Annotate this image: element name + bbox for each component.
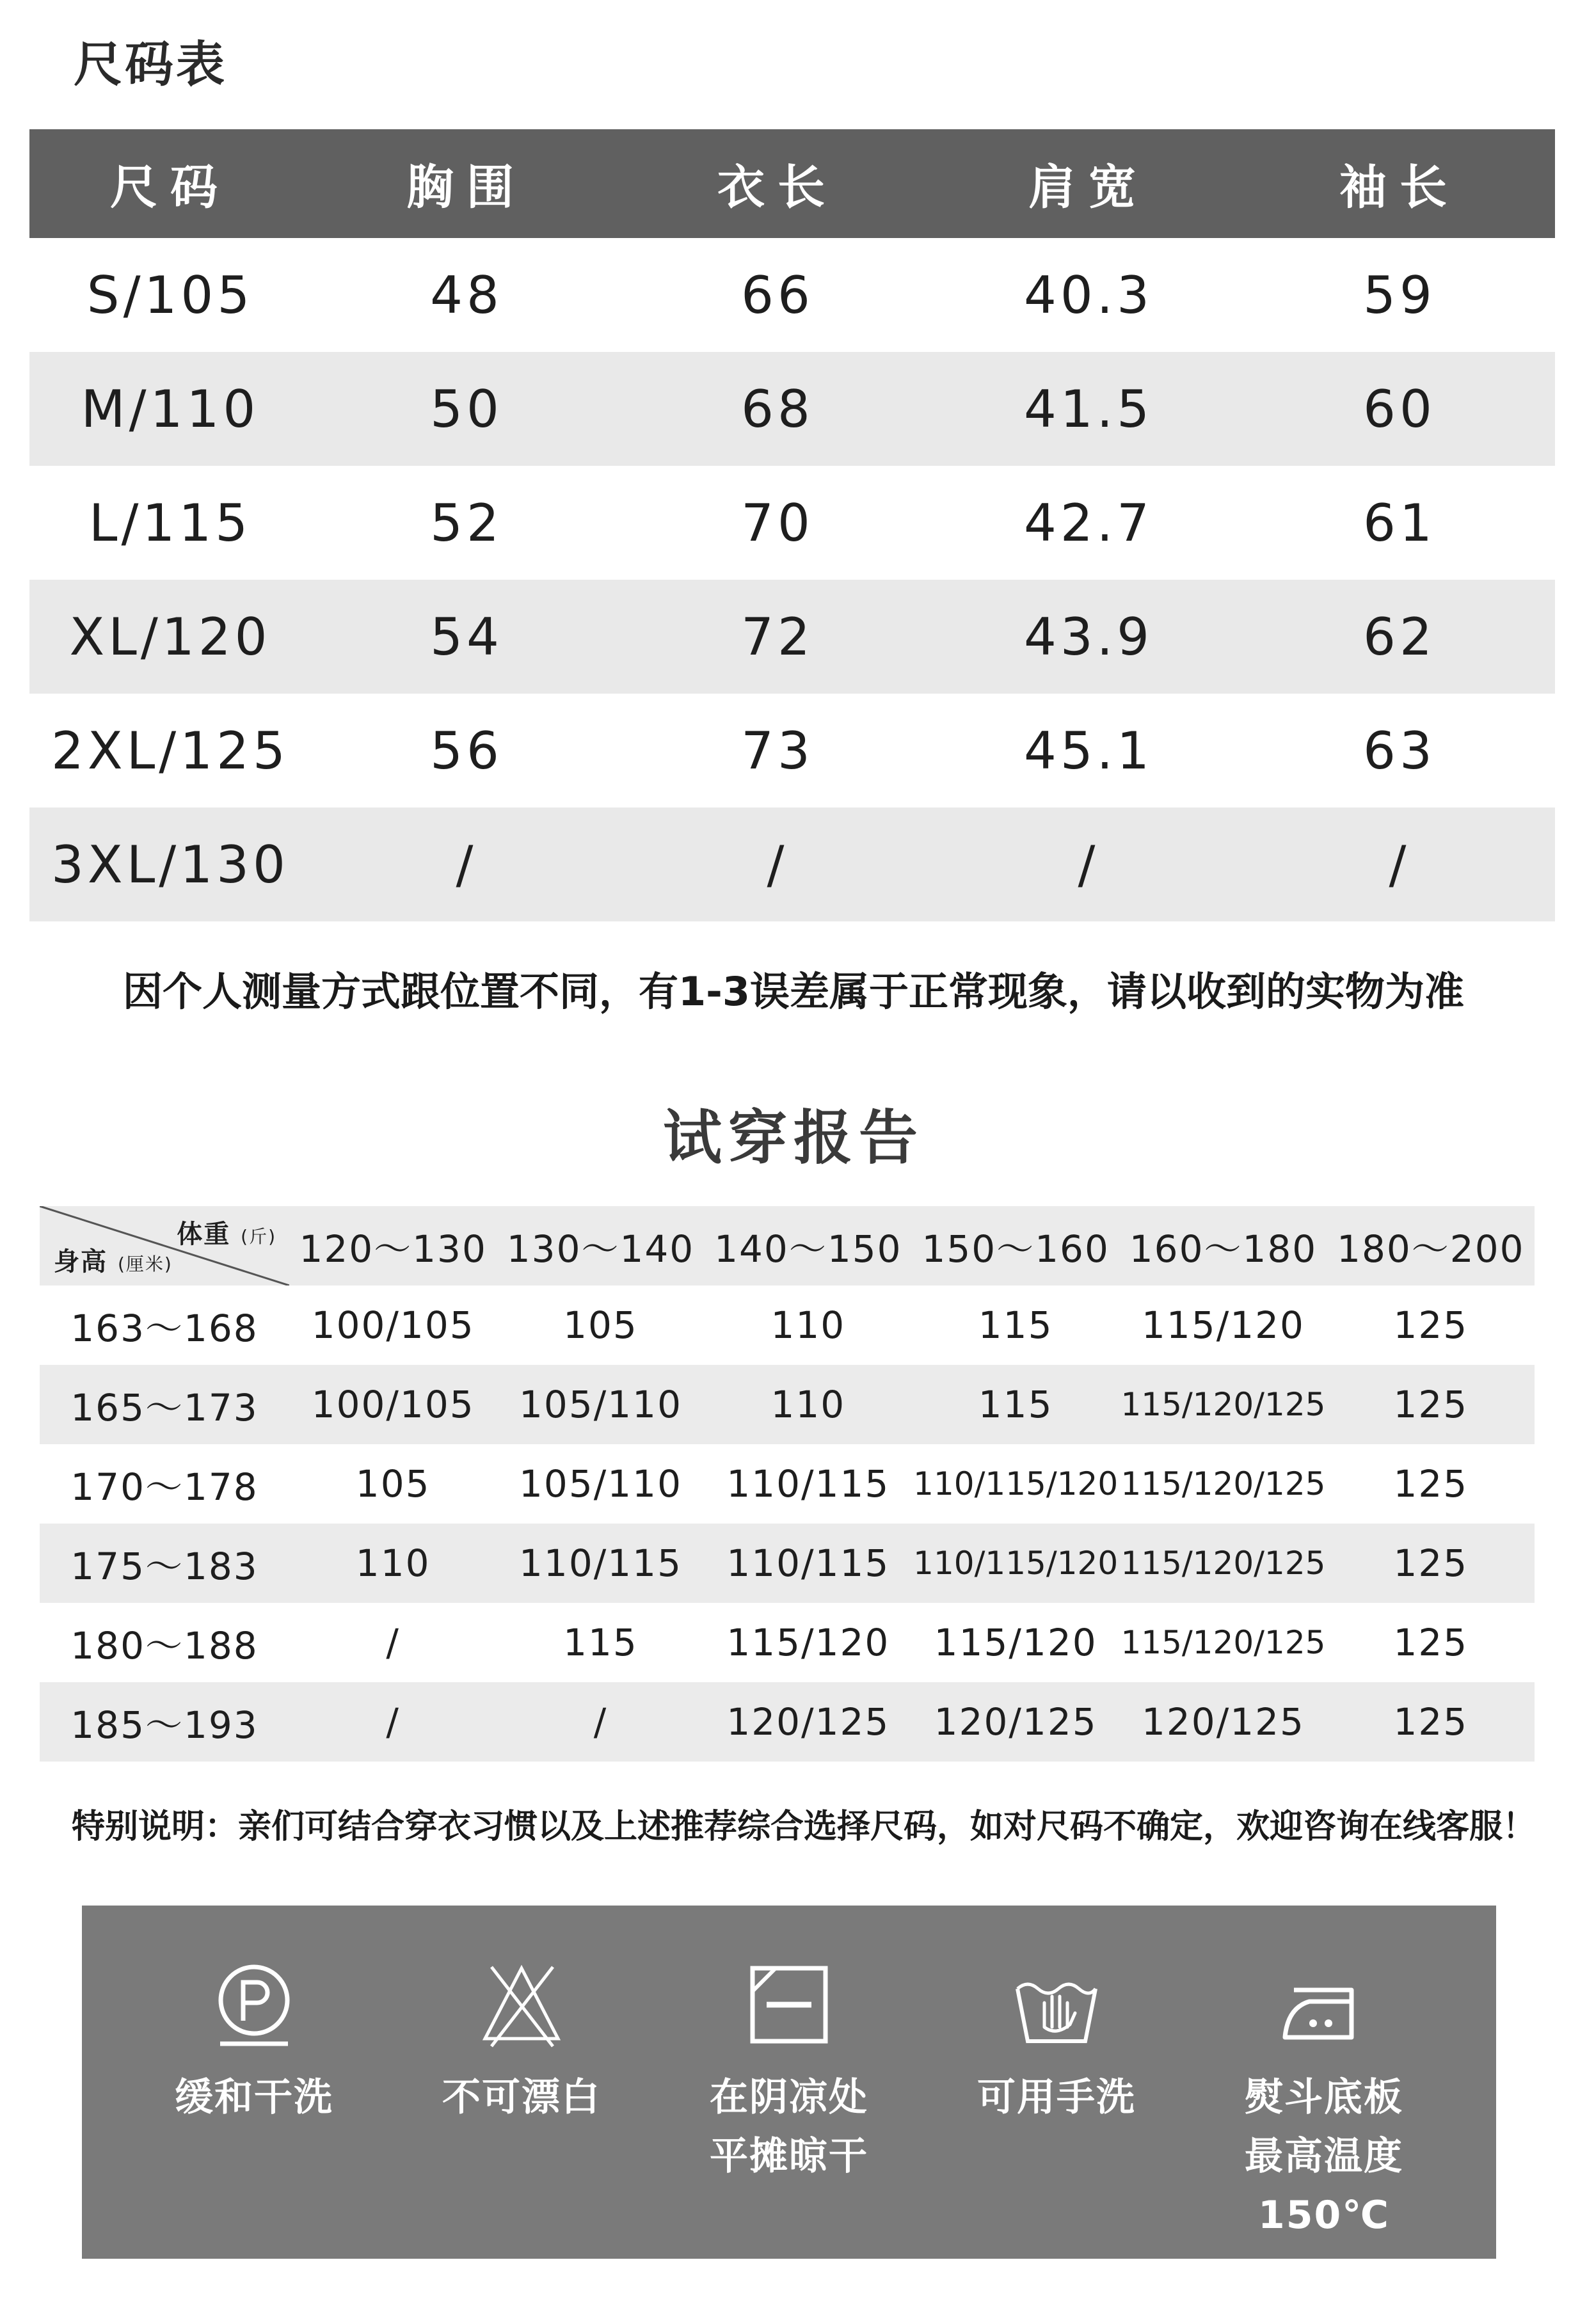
dry-clean-p-icon (206, 1957, 302, 2053)
size-cell: 115/120/125 (1120, 1624, 1326, 1661)
shoulder-cell: 42.7 (1023, 493, 1154, 553)
size-cell: 125 (1393, 1303, 1469, 1347)
table-row (29, 694, 1555, 808)
shoulder-cell: 43.9 (1023, 607, 1154, 667)
weight-header: 180～200 (1337, 1227, 1525, 1271)
care-label-line: 不可漂白 (442, 2075, 601, 2120)
tryon-report-title: 试穿报告 (662, 1104, 924, 1172)
header-chest: 胸围 (406, 160, 527, 215)
no-bleach-icon (474, 1957, 570, 2053)
dry-flat-shade-icon (741, 1957, 837, 2053)
size-cell: 110 (770, 1303, 846, 1347)
shoulder-cell: 45.1 (1023, 720, 1154, 781)
size-cell: 125 (1393, 1462, 1469, 1506)
table-row (29, 466, 1555, 580)
sleeve-cell: 62 (1363, 607, 1436, 667)
weight-header: 120～130 (299, 1227, 487, 1271)
length-cell: / (767, 834, 788, 895)
care-instructions-panel (82, 1906, 1496, 2259)
size-cell: 105 (563, 1303, 638, 1347)
care-label-line: 缓和干洗 (175, 2075, 333, 2120)
tryon-report-table (40, 1206, 1535, 1762)
special-note: 特别说明：亲们可结合穿衣习惯以及上述推荐综合选择尺码，如对尺码不确定，欢迎咨询在线客服！ (72, 1808, 1536, 1846)
size-cell: 115 (563, 1621, 638, 1664)
size-cell: / (386, 1621, 400, 1664)
weight-header: 160～180 (1129, 1227, 1318, 1271)
size-cell: 120/125 (934, 1700, 1097, 1744)
table-row (29, 808, 1555, 921)
care-label (687, 2068, 891, 2186)
size-cell: 115 (978, 1303, 1053, 1347)
sleeve-cell: 63 (1363, 720, 1436, 781)
chest-cell: 52 (430, 493, 503, 553)
care-label (1222, 2068, 1426, 2245)
height-unit: (厘米) (117, 1254, 173, 1275)
weight-header: 130～140 (506, 1227, 695, 1271)
size-cell: 110/115 (519, 1541, 682, 1585)
table-row (40, 1444, 1535, 1524)
sleeve-cell: / (1389, 834, 1410, 895)
size-cell: 115 (978, 1383, 1053, 1426)
care-label-line: 熨斗底板 (1245, 2075, 1403, 2120)
sleeve-cell: 61 (1363, 493, 1436, 553)
size-cell: 120/125 (1142, 1700, 1305, 1744)
height-cell: 185～193 (70, 1703, 259, 1747)
care-label-line: 平摊晾干 (710, 2134, 868, 2179)
height-cell: 175～183 (70, 1545, 259, 1588)
height-cell: 170～178 (70, 1465, 259, 1509)
length-cell: 68 (741, 379, 814, 439)
measurement-note: 因个人测量方式跟位置不同，有1-3误差属于正常现象，请以收到的实物为准 (122, 968, 1464, 1015)
height-axis-label (54, 1241, 173, 1278)
size-cell: 110/115 (726, 1541, 890, 1585)
chest-cell: / (456, 834, 477, 895)
weight-header: 150～160 (921, 1227, 1110, 1271)
size-cell: 125 (1393, 1700, 1469, 1744)
care-label-line: 可用手洗 (977, 2075, 1136, 2120)
care-label (152, 2068, 356, 2127)
table-row (40, 1365, 1535, 1444)
table-row (29, 238, 1555, 352)
chest-cell: 54 (430, 607, 503, 667)
table-row (29, 352, 1555, 466)
corner-header (40, 1206, 289, 1285)
sleeve-cell: 60 (1363, 379, 1436, 439)
weight-label: 体重 (177, 1220, 231, 1249)
table-row (40, 1524, 1535, 1603)
size-cell: 110 (770, 1383, 846, 1426)
chest-cell: 48 (430, 265, 503, 325)
size-cell: M/110 (81, 379, 260, 439)
size-cell: L/115 (88, 493, 252, 553)
size-cell: 125 (1393, 1541, 1469, 1585)
size-cell: 105/110 (519, 1462, 682, 1506)
size-cell: 115/120/125 (1120, 1465, 1326, 1502)
care-label (419, 2068, 624, 2127)
length-cell: 72 (741, 607, 814, 667)
tryon-header-row (40, 1206, 1535, 1285)
height-cell: 180～188 (70, 1624, 259, 1667)
header-sleeve: 袖长 (1339, 160, 1460, 215)
size-cell: 110/115 (726, 1462, 890, 1506)
size-cell: 100/105 (311, 1303, 475, 1347)
size-cell: 110 (355, 1541, 431, 1585)
size-chart-table (29, 129, 1555, 921)
weight-header: 140～150 (714, 1227, 902, 1271)
care-item-dry-flat-shade (655, 1906, 923, 2259)
care-label-line: 150℃ (1258, 2193, 1390, 2238)
shoulder-cell: 40.3 (1023, 265, 1154, 325)
size-cell: 115/120 (1142, 1303, 1305, 1347)
table-row (40, 1285, 1535, 1365)
length-cell: 70 (741, 493, 814, 553)
hand-wash-icon (1009, 1957, 1105, 2053)
chest-cell: 56 (430, 720, 503, 781)
size-cell: S/105 (86, 265, 254, 325)
height-label: 身高 (54, 1247, 108, 1277)
size-cell: 120/125 (726, 1700, 890, 1744)
care-label-line: 在阴凉处 (710, 2075, 868, 2120)
shoulder-cell: / (1078, 834, 1099, 895)
size-cell: 110/115/120 (913, 1465, 1119, 1502)
header-size: 尺码 (110, 160, 230, 215)
header-shoulder: 肩宽 (1028, 160, 1149, 215)
sleeve-cell: 59 (1363, 265, 1436, 325)
length-cell: 66 (741, 265, 814, 325)
weight-unit: (斤) (241, 1226, 276, 1247)
size-cell: / (593, 1700, 608, 1744)
size-cell: 110/115/120 (913, 1545, 1119, 1582)
height-cell: 163～168 (70, 1307, 259, 1350)
table-row (40, 1603, 1535, 1682)
size-chart-title: 尺码表 (74, 36, 227, 93)
size-cell: 100/105 (311, 1383, 475, 1426)
size-cell: 125 (1393, 1383, 1469, 1426)
care-item-hand-wash (923, 1906, 1190, 2259)
shoulder-cell: 41.5 (1023, 379, 1154, 439)
size-cell: 115/120 (726, 1621, 890, 1664)
table-row (29, 580, 1555, 694)
care-label-line: 最高温度 (1245, 2134, 1403, 2179)
height-cell: 165～173 (70, 1386, 259, 1429)
size-cell: 125 (1393, 1621, 1469, 1664)
weight-axis-label (177, 1214, 276, 1250)
size-cell: / (386, 1700, 400, 1744)
size-cell: 115/120 (934, 1621, 1097, 1664)
size-cell: 2XL/125 (51, 720, 289, 781)
chest-cell: 50 (430, 379, 503, 439)
size-cell: XL/120 (69, 607, 271, 667)
care-item-no-bleach (388, 1906, 655, 2259)
size-cell: 115/120/125 (1120, 1386, 1326, 1423)
iron-icon (1276, 1957, 1372, 2053)
header-length: 衣长 (717, 160, 838, 215)
care-item-iron (1190, 1906, 1458, 2259)
care-label (954, 2068, 1159, 2127)
size-chart-header (29, 129, 1555, 238)
size-cell: 3XL/130 (51, 834, 289, 895)
size-cell: 105 (355, 1462, 431, 1506)
size-cell: 105/110 (519, 1383, 682, 1426)
size-cell: 115/120/125 (1120, 1545, 1326, 1582)
table-row (40, 1682, 1535, 1762)
care-item-dry-clean (120, 1906, 388, 2259)
length-cell: 73 (741, 720, 814, 781)
